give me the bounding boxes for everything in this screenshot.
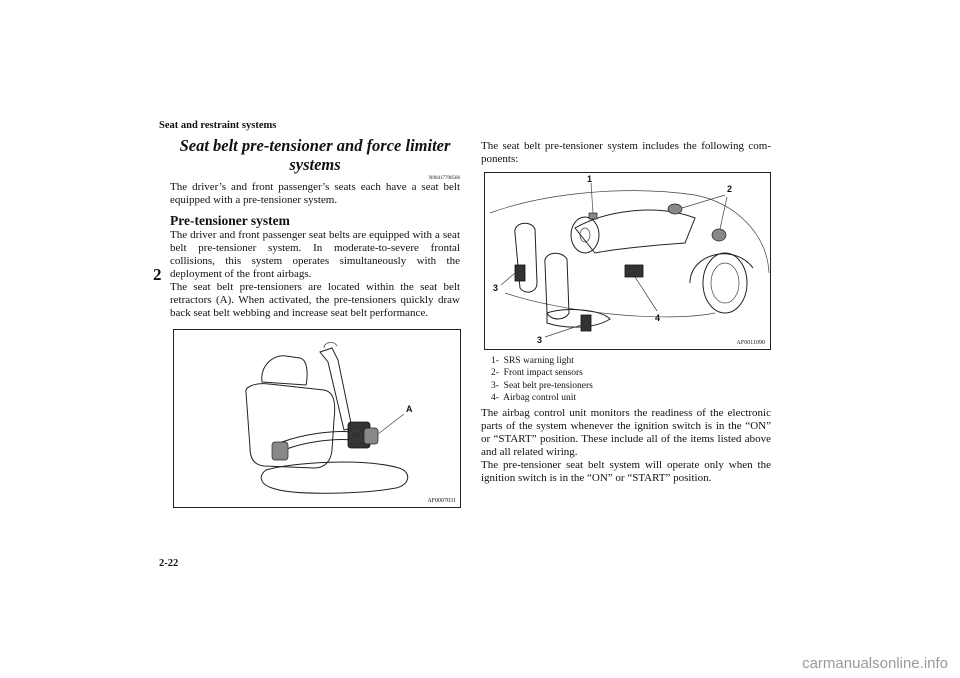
section-title bbox=[170, 136, 460, 174]
watermark[interactable]: carmanualsonline.info bbox=[802, 655, 948, 672]
seat-cushion-shape bbox=[261, 462, 408, 493]
shoulder-belt-shape bbox=[320, 348, 352, 430]
seat-belt-retractor-figure bbox=[173, 329, 461, 508]
section-title-line1: Seat belt pre-tensioner and force limiter bbox=[179, 136, 451, 155]
callout-leader bbox=[378, 414, 404, 434]
front-impact-sensor-right bbox=[712, 229, 726, 241]
reference-code: N00417700566 bbox=[428, 176, 460, 181]
pretensioner-paragraph-2: The seat belt pre-tensioners are located within the seat belt retractors (A). When activated, the pre-tensioners quickly draw back seat belt webbing and increase seat belt performance. bbox=[170, 281, 460, 319]
front-impact-sensor-left bbox=[668, 204, 682, 214]
leader-3a bbox=[501, 273, 515, 285]
figure-code: AF0007031 bbox=[427, 498, 456, 504]
components-legend bbox=[491, 355, 593, 404]
seat-belt-illustration bbox=[174, 330, 460, 507]
roof-line bbox=[490, 191, 769, 273]
leader-4 bbox=[635, 277, 657, 311]
srs-warning-light bbox=[589, 213, 597, 219]
legend-item: 3- Seat belt pre-tensioners bbox=[491, 380, 593, 391]
subsection-heading: Pre-tensioner system bbox=[170, 213, 290, 228]
legend-item: 2- Front impact sensors bbox=[491, 368, 583, 379]
callout-1: 1 bbox=[587, 174, 593, 184]
front-wheel-hub bbox=[711, 263, 739, 303]
seat-back-shape bbox=[246, 384, 335, 468]
pretensioner-paragraph-1: The driver and front passenger seat belts are equipped with a seat belt pre-tensioner system. In moderate-to-severe frontal collisions, this system operates simultaneously with the deployment of the front airbags. bbox=[170, 229, 460, 280]
retractor-cap-shape bbox=[364, 428, 378, 444]
front-seat-cushion bbox=[547, 310, 610, 327]
lap-belt-shape bbox=[282, 431, 352, 450]
legend-item: 4- Airbag control unit bbox=[491, 392, 576, 403]
pretensioner-front bbox=[581, 315, 591, 331]
ignition-paragraph: The pre-tensioner seat belt system will operate only when the ignition switch is in the “ON” or “START” position. bbox=[481, 459, 771, 484]
front-seat-back bbox=[545, 253, 569, 319]
front-wheel bbox=[703, 253, 747, 313]
chapter-tab: 2 bbox=[153, 265, 162, 284]
anchor-loop bbox=[324, 342, 337, 348]
rear-seat-back bbox=[515, 223, 537, 292]
vehicle-illustration bbox=[485, 173, 770, 349]
components-intro: The seat belt pre-tensioner system includes the following com-ponents: bbox=[481, 140, 771, 165]
callout-3a: 3 bbox=[493, 283, 499, 293]
figure-code: AF0011090 bbox=[736, 340, 765, 346]
leader-1 bbox=[591, 183, 593, 213]
callout-a-label: A bbox=[406, 404, 413, 414]
running-header: Seat and restraint systems bbox=[159, 120, 277, 131]
callout-4: 4 bbox=[655, 313, 661, 323]
system-components-figure bbox=[484, 172, 771, 350]
section-title-line2: systems bbox=[289, 155, 341, 174]
buckle-shape bbox=[272, 442, 288, 460]
control-unit-paragraph: The airbag control unit monitors the readiness of the electronic parts of the system whenever the ignition switch is in the “ON” or “START” position. These include all of the items listed above and all related wiring. bbox=[481, 407, 771, 458]
legend-item: 1- SRS warning light bbox=[491, 356, 574, 366]
leader-2b bbox=[720, 197, 727, 229]
intro-paragraph: The driver’s and front passenger’s seats each have a seat belt equipped with a pre-tensioner system. bbox=[170, 181, 460, 206]
floor-line bbox=[505, 293, 715, 317]
page-number: 2-22 bbox=[159, 558, 179, 569]
wheel-arch bbox=[690, 254, 753, 283]
callout-3b: 3 bbox=[537, 335, 543, 345]
airbag-control-unit bbox=[625, 265, 643, 277]
callout-2: 2 bbox=[727, 184, 733, 194]
pretensioner-rear bbox=[515, 265, 525, 281]
headrest-shape bbox=[262, 356, 307, 385]
